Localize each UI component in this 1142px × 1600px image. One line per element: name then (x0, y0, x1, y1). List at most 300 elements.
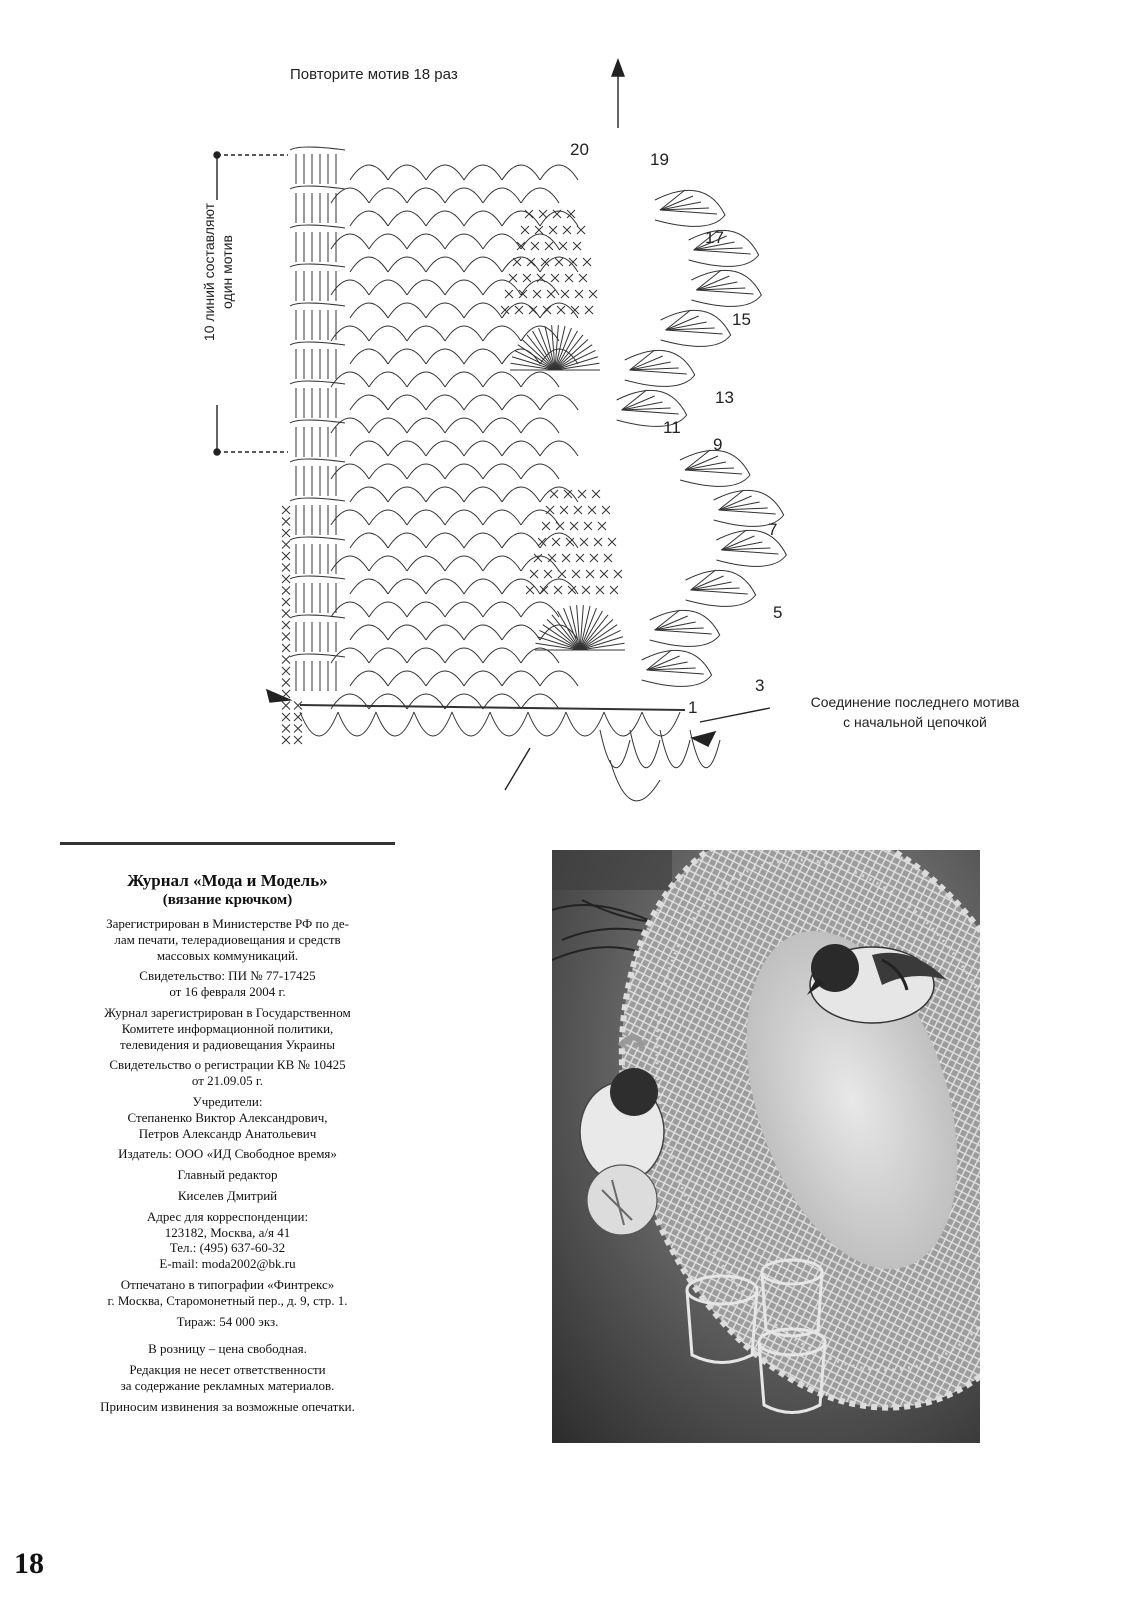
printed-line: г. Москва, Старомонетный пер., д. 9, стр. 1. (107, 1292, 348, 1308)
registration-line: лам печати, телерадиовещания и средств (114, 931, 341, 947)
net-arch (388, 625, 426, 640)
net-arch (407, 510, 445, 525)
mesh-mark (596, 586, 604, 594)
single-crochet-mark (282, 690, 290, 698)
net-arch (369, 556, 407, 571)
net-arch (369, 464, 407, 479)
net-arch (369, 326, 407, 341)
base-arch (338, 712, 376, 736)
row-number-19: 19 (650, 150, 669, 169)
motif-note-line-2: один мотив (219, 235, 235, 309)
chain-arc (290, 576, 345, 579)
net-arch (445, 188, 483, 203)
address-block (60, 1209, 395, 1272)
net-arch (350, 671, 388, 686)
fan-stitch (655, 616, 688, 630)
base-fan (630, 730, 660, 768)
mesh-mark (578, 490, 586, 498)
fan-stitch (694, 250, 751, 254)
mesh-mark (542, 522, 550, 530)
net-arch (502, 395, 540, 410)
net-arch (331, 188, 369, 203)
mesh-mark (572, 570, 580, 578)
net-arch (350, 395, 388, 410)
net-arch (426, 487, 464, 502)
mesh-mark (598, 522, 606, 530)
mesh-mark (534, 554, 542, 562)
net-arch (331, 418, 369, 433)
net-arch (445, 372, 483, 387)
single-crochet-mark (282, 518, 290, 526)
net-arch (350, 303, 388, 318)
single-crochet-mark (282, 736, 290, 744)
fan-stitch (630, 370, 687, 374)
net-arch (521, 602, 559, 617)
founders-block (60, 1094, 395, 1141)
mesh-mark (579, 274, 587, 282)
mesh-mark (521, 226, 529, 234)
net-arch (369, 280, 407, 295)
net-arch (521, 510, 559, 525)
certificate-block (60, 968, 395, 1000)
net-arch (350, 625, 388, 640)
fan-stitch (719, 496, 752, 510)
net-arch (483, 372, 521, 387)
ukraine-registration-line: Журнал зарегистрирован в Государственном (104, 1004, 351, 1020)
net-arch (350, 487, 388, 502)
single-crochet-mark (282, 656, 290, 664)
fan-stitch (696, 276, 729, 290)
base-arch (452, 712, 490, 736)
publisher: Издатель: ООО «ИД Свободное время» (118, 1146, 337, 1162)
net-arch (483, 602, 521, 617)
mesh-mark (584, 522, 592, 530)
registration-line: Зарегистрирован в Министерстве РФ по де- (106, 916, 349, 931)
net-arch (464, 533, 502, 548)
net-arch (445, 556, 483, 571)
mesh-mark (556, 522, 564, 530)
mesh-mark (589, 290, 597, 298)
chain-arc (290, 225, 345, 228)
net-arch (540, 487, 578, 502)
net-arch (426, 625, 464, 640)
mesh-mark (563, 226, 571, 234)
circulation: Тираж: 54 000 экз. (176, 1313, 279, 1329)
net-arch (521, 694, 559, 709)
founders-line: Петров Александр Анатольевич (138, 1125, 317, 1141)
single-crochet-mark (282, 702, 290, 710)
single-crochet-mark (282, 564, 290, 572)
address-line: 123182, Москва, а/я 41 (164, 1224, 291, 1240)
mesh-mark (523, 274, 531, 282)
disclaimer-line: Редакция не несет ответственности (129, 1362, 326, 1378)
net-arch (388, 441, 426, 456)
doily-photo-image (552, 850, 980, 1443)
net-arch (388, 257, 426, 272)
net-arch (540, 671, 578, 686)
net-arch (369, 648, 407, 663)
mesh-mark (513, 258, 521, 266)
net-arch (445, 510, 483, 525)
fan-stitch (660, 210, 717, 214)
mesh-mark (600, 570, 608, 578)
net-arch (388, 211, 426, 226)
net-arch (483, 464, 521, 479)
single-crochet-mark (282, 621, 290, 629)
mesh-mark (527, 258, 535, 266)
mesh-mark (515, 306, 523, 314)
founders-line: Учредители: (192, 1093, 263, 1109)
email-line: E-mail: moda2002@bk.ru (159, 1256, 296, 1272)
net-arch (350, 165, 388, 180)
editor-name: Киселев Дмитрий (177, 1187, 278, 1203)
net-arch (445, 234, 483, 249)
fan-stitch (655, 630, 712, 634)
colophon (60, 842, 395, 1415)
mesh-mark (545, 242, 553, 250)
mesh-mark (610, 586, 618, 594)
net-arch (407, 234, 445, 249)
mesh-mark (535, 226, 543, 234)
motif-note-line-1: 10 линий составляют (201, 202, 217, 342)
single-crochet-mark (282, 552, 290, 560)
mesh-mark (574, 506, 582, 514)
net-arch (350, 211, 388, 226)
net-arch (521, 372, 559, 387)
fan-stitch (630, 356, 663, 370)
fan-stitch (518, 345, 555, 370)
net-arch (445, 648, 483, 663)
mesh-mark (594, 538, 602, 546)
net-arch (369, 418, 407, 433)
mesh-mark (548, 554, 556, 562)
mesh-mark (577, 226, 585, 234)
net-arch (331, 326, 369, 341)
mesh-mark (592, 490, 600, 498)
mesh-mark (530, 570, 538, 578)
mesh-mark (614, 570, 622, 578)
net-arch (464, 165, 502, 180)
chain-arc (290, 615, 345, 618)
net-arch (426, 579, 464, 594)
net-arch (331, 602, 369, 617)
magazine-subtitle: (вязание крючком) (162, 892, 293, 908)
row-number-11: 11 (663, 418, 681, 437)
mesh-mark (559, 242, 567, 250)
chain-arc (290, 186, 345, 189)
mesh-mark (564, 490, 572, 498)
single-crochet-mark (282, 679, 290, 687)
ukraine-certificate-line: Свидетельство о регистрации КВ № 10425 (109, 1057, 346, 1073)
mesh-mark (602, 506, 610, 514)
net-arch (388, 487, 426, 502)
net-arch (502, 211, 540, 226)
mesh-mark (531, 242, 539, 250)
row-number-20: 20 (570, 140, 589, 159)
mesh-mark (537, 274, 545, 282)
net-arch (445, 464, 483, 479)
mesh-mark (546, 506, 554, 514)
base-arch (528, 712, 566, 736)
single-crochet-mark (282, 667, 290, 675)
mesh-mark (565, 274, 573, 282)
mesh-mark (540, 586, 548, 594)
net-arch (502, 303, 540, 318)
net-arch (502, 671, 540, 686)
mesh-mark (539, 210, 547, 218)
chain-arc (290, 147, 345, 150)
net-arch (445, 602, 483, 617)
net-arch (464, 211, 502, 226)
single-crochet-mark (282, 529, 290, 537)
single-crochet-mark (282, 725, 290, 733)
net-arch (502, 165, 540, 180)
net-arch (369, 510, 407, 525)
net-arch (502, 533, 540, 548)
net-arch (483, 188, 521, 203)
net-arch (483, 234, 521, 249)
founders-line: Степаненко Виктор Александрович, (127, 1109, 328, 1125)
net-arch (426, 533, 464, 548)
repeat-note: Повторите мотив 18 раз (290, 66, 458, 83)
retail-price: В розницу – цена свободная. (148, 1341, 307, 1357)
net-arch (426, 671, 464, 686)
mesh-mark (509, 274, 517, 282)
net-arch (502, 625, 540, 640)
mesh-mark (576, 554, 584, 562)
mesh-mark (543, 306, 551, 314)
mesh-mark (555, 258, 563, 266)
mesh-mark (560, 506, 568, 514)
mesh-mark (562, 554, 570, 562)
net-arch (426, 349, 464, 364)
fan-stitch (660, 196, 693, 210)
fan-stitch (685, 470, 742, 474)
net-arch (369, 602, 407, 617)
net-arch (521, 556, 559, 571)
fan-stitch (647, 670, 704, 674)
chain-arc (290, 264, 345, 267)
row-number-3: 3 (755, 676, 765, 695)
join-note-line-1: Соединение последнего мотива (810, 694, 1020, 710)
magazine-title: Журнал «Мода и Модель» (127, 871, 328, 890)
apology: Приносим извинения за возможные опечатки. (100, 1398, 355, 1414)
mesh-mark (573, 242, 581, 250)
certificate-line: от 16 февраля 2004 г. (169, 984, 286, 1000)
net-arch (331, 234, 369, 249)
net-arch (521, 326, 559, 341)
fan-stitch (691, 576, 724, 590)
fan-stitch (721, 536, 754, 550)
net-arch (464, 257, 502, 272)
row-number-17: 17 (705, 228, 724, 247)
net-arch (350, 533, 388, 548)
net-arch (331, 556, 369, 571)
colophon-rule (60, 842, 395, 845)
fan-stitch (685, 456, 718, 470)
base-arch (490, 712, 528, 736)
mesh-mark (551, 274, 559, 282)
net-arch (426, 395, 464, 410)
mesh-mark (590, 554, 598, 562)
mesh-mark (557, 306, 565, 314)
mesh-mark (583, 258, 591, 266)
chain-arc (290, 381, 345, 384)
net-arch (331, 648, 369, 663)
row-number-1: 1 (688, 698, 698, 717)
net-arch (388, 303, 426, 318)
net-arch (445, 280, 483, 295)
ukraine-certificate-line: от 21.09.05 г. (191, 1073, 264, 1089)
mesh-mark (549, 226, 557, 234)
join-note-line-2: с начальной цепочкой (843, 714, 987, 730)
printed-line: Отпечатано в типографии «Финтрекс» (120, 1276, 335, 1292)
mesh-mark (570, 522, 578, 530)
row-number-7: 7 (768, 520, 778, 539)
mesh-mark (550, 490, 558, 498)
net-arch (407, 418, 445, 433)
chain-arc (290, 303, 345, 306)
single-crochet-mark (282, 587, 290, 595)
net-arch (464, 487, 502, 502)
net-arch (521, 234, 559, 249)
net-arch (331, 510, 369, 525)
net-arch (464, 303, 502, 318)
single-crochet-mark (282, 506, 290, 514)
mesh-mark (525, 210, 533, 218)
fan-stitch (696, 290, 753, 294)
net-arch (407, 556, 445, 571)
net-arch (445, 326, 483, 341)
net-arch (464, 349, 502, 364)
mesh-mark (554, 586, 562, 594)
net-arch (464, 441, 502, 456)
net-arch (388, 395, 426, 410)
mesh-mark (558, 570, 566, 578)
net-arch (388, 165, 426, 180)
mesh-mark (582, 586, 590, 594)
registration-block (60, 916, 395, 963)
fan-stitch (691, 590, 748, 594)
net-arch (407, 326, 445, 341)
single-crochet-mark (282, 541, 290, 549)
net-arch (426, 303, 464, 318)
net-arch (388, 533, 426, 548)
net-arch (464, 625, 502, 640)
net-arch (464, 395, 502, 410)
mesh-mark (561, 290, 569, 298)
net-arch (407, 280, 445, 295)
chain-arc (290, 342, 345, 345)
mesh-mark (505, 290, 513, 298)
net-arch (483, 326, 521, 341)
fan-stitch (719, 510, 776, 514)
net-arch (540, 441, 578, 456)
row-number-15: 15 (732, 310, 751, 329)
net-arch (350, 579, 388, 594)
printed-block (60, 1277, 395, 1309)
net-arch (388, 349, 426, 364)
single-crochet-mark (282, 575, 290, 583)
fan-stitch (647, 656, 680, 670)
ukraine-registration-line: Комитете информационной политики, (121, 1020, 334, 1036)
address-line: Адрес для корреспонденции: (146, 1208, 309, 1224)
mesh-mark (588, 506, 596, 514)
row-number-9: 9 (713, 435, 723, 454)
editor-label: Главный редактор (177, 1167, 278, 1183)
ukraine-registration-line: телевидения и радиовещания Украины (120, 1036, 335, 1052)
mesh-mark (580, 538, 588, 546)
net-arch (369, 372, 407, 387)
single-crochet-mark (282, 610, 290, 618)
single-crochet-mark (294, 736, 302, 744)
net-arch (502, 579, 540, 594)
join-note (780, 692, 1050, 732)
net-arch (350, 441, 388, 456)
net-arch (426, 165, 464, 180)
net-arch (521, 418, 559, 433)
base-arch (604, 712, 642, 736)
ukraine-registration-block (60, 1005, 395, 1052)
net-arch (445, 418, 483, 433)
net-arch (483, 556, 521, 571)
net-arch (540, 303, 578, 318)
net-arch (540, 395, 578, 410)
net-arch (369, 234, 407, 249)
foundation-chain (300, 705, 685, 710)
base-arch (376, 712, 414, 736)
fan-stitch (555, 345, 592, 370)
net-arch (521, 280, 559, 295)
mesh-mark (575, 290, 583, 298)
mesh-mark (604, 554, 612, 562)
fan-stitch (666, 316, 699, 330)
disclaimer-block (60, 1362, 395, 1394)
net-arch (540, 257, 578, 272)
mesh-mark (552, 538, 560, 546)
single-crochet-mark (294, 725, 302, 733)
net-arch (369, 188, 407, 203)
net-arch (350, 349, 388, 364)
net-arch (540, 625, 578, 640)
net-arch (388, 579, 426, 594)
mesh-mark (566, 538, 574, 546)
chain-arc (290, 537, 345, 540)
net-arch (407, 188, 445, 203)
mesh-mark (533, 290, 541, 298)
net-arch (521, 188, 559, 203)
mesh-mark (544, 570, 552, 578)
single-crochet-mark (282, 633, 290, 641)
net-arch (350, 257, 388, 272)
net-arch (502, 441, 540, 456)
net-arch (407, 602, 445, 617)
net-arch (483, 510, 521, 525)
base-arch (414, 712, 452, 736)
single-crochet-mark (282, 598, 290, 606)
net-arch (426, 257, 464, 272)
fan-stitch (580, 625, 617, 650)
net-arch (331, 372, 369, 387)
base-arch (566, 712, 604, 736)
net-arch (464, 579, 502, 594)
registration-line: массовых коммуникаций. (156, 947, 299, 963)
net-arch (407, 372, 445, 387)
chain-arc (290, 459, 345, 462)
ukraine-certificate-block (60, 1057, 395, 1089)
net-arch (388, 671, 426, 686)
net-arch (426, 441, 464, 456)
